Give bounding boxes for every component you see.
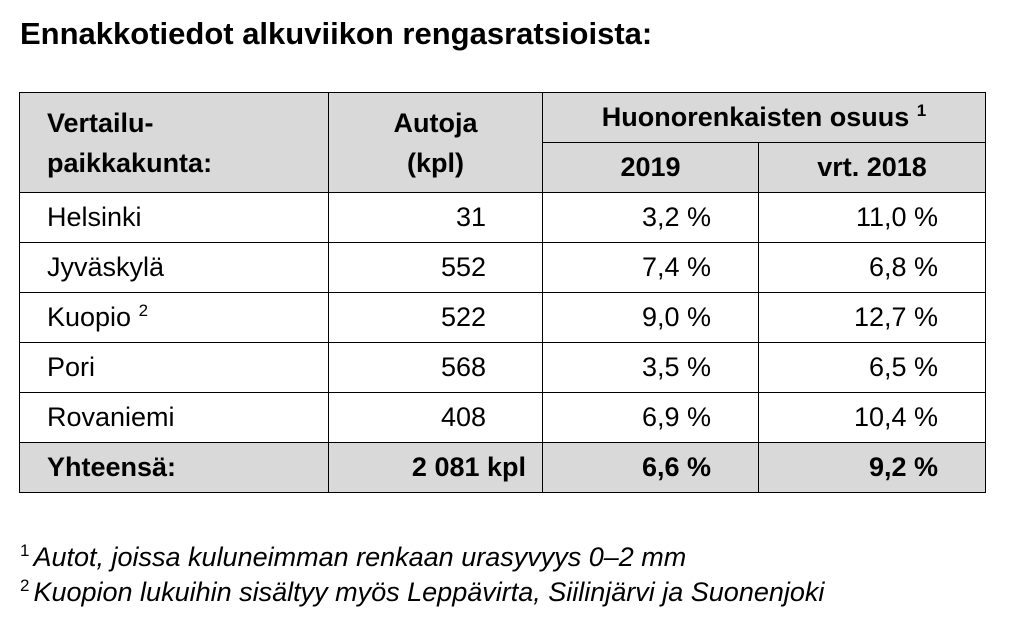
row-city — [20, 243, 329, 293]
row-share-2018: 12,7 % — [759, 293, 986, 343]
row-city — [20, 293, 329, 343]
page-title: Ennakkotiedot alkuviikon rengasratsioista: — [20, 16, 653, 51]
row-cars: 568 — [329, 343, 543, 393]
row-city-label: Pori — [47, 352, 96, 382]
header-bad-tire-share — [543, 93, 986, 143]
tire-inspection-table — [19, 92, 986, 493]
total-cars: 2 081 kpl — [329, 443, 543, 493]
row-city — [20, 343, 329, 393]
header-city-line1: Vertailu- — [47, 107, 154, 138]
row-city-label: Rovaniemi — [47, 402, 175, 432]
row-footnote-mark: 2 — [138, 301, 149, 320]
row-share-2018: 6,5 % — [759, 343, 986, 393]
row-share-2019: 6,9 % — [543, 393, 759, 443]
total-share-2018: 9,2 % — [759, 443, 986, 493]
table-row — [20, 293, 986, 343]
row-share-2018: 10,4 % — [759, 393, 986, 443]
table-total-row — [20, 443, 986, 493]
header-cars-line2: (kpl) — [407, 147, 464, 178]
total-share-2019: 6,6 % — [543, 443, 759, 493]
row-share-2019: 9,0 % — [543, 293, 759, 343]
footnote-2 — [20, 575, 824, 610]
row-share-2019: 3,2 % — [543, 193, 759, 243]
footnotes — [20, 540, 824, 610]
row-city-label: Jyväskylä — [47, 252, 165, 282]
header-cars-line1: Autoja — [393, 107, 478, 138]
table-header-row — [20, 93, 986, 143]
row-share-2019: 7,4 % — [543, 243, 759, 293]
row-share-2018: 6,8 % — [759, 243, 986, 293]
header-year-2018: vrt. 2018 — [759, 143, 986, 193]
row-cars: 408 — [329, 393, 543, 443]
header-year-2019: 2019 — [543, 143, 759, 193]
header-city — [20, 93, 329, 193]
row-share-2019: 3,5 % — [543, 343, 759, 393]
table-row — [20, 243, 986, 293]
footnote-1-mark: 1 — [20, 541, 30, 560]
row-city — [20, 393, 329, 443]
row-city-label: Kuopio — [47, 302, 132, 332]
table-row — [20, 343, 986, 393]
header-group-label: Huonorenkaisten osuus — [601, 102, 910, 132]
footnote-2-text: Kuopion lukuihin sisältyy myös Leppävirta, Siilinjärvi ja Suonenjoki — [33, 577, 825, 607]
total-label: Yhteensä: — [20, 443, 329, 493]
table-row — [20, 193, 986, 243]
header-footnote-mark: 1 — [916, 101, 927, 120]
header-cars — [329, 93, 543, 193]
footnote-1 — [20, 540, 824, 575]
footnote-1-text: Autot, joissa kuluneimman renkaan urasyvyys 0–2 mm — [33, 542, 687, 572]
header-city-line2: paikkakunta: — [47, 147, 213, 178]
row-share-2018: 11,0 % — [759, 193, 986, 243]
row-cars: 522 — [329, 293, 543, 343]
row-city-label: Helsinki — [47, 202, 142, 232]
row-city — [20, 193, 329, 243]
footnote-2-mark: 2 — [20, 576, 30, 595]
table-row — [20, 393, 986, 443]
row-cars: 31 — [329, 193, 543, 243]
row-cars: 552 — [329, 243, 543, 293]
